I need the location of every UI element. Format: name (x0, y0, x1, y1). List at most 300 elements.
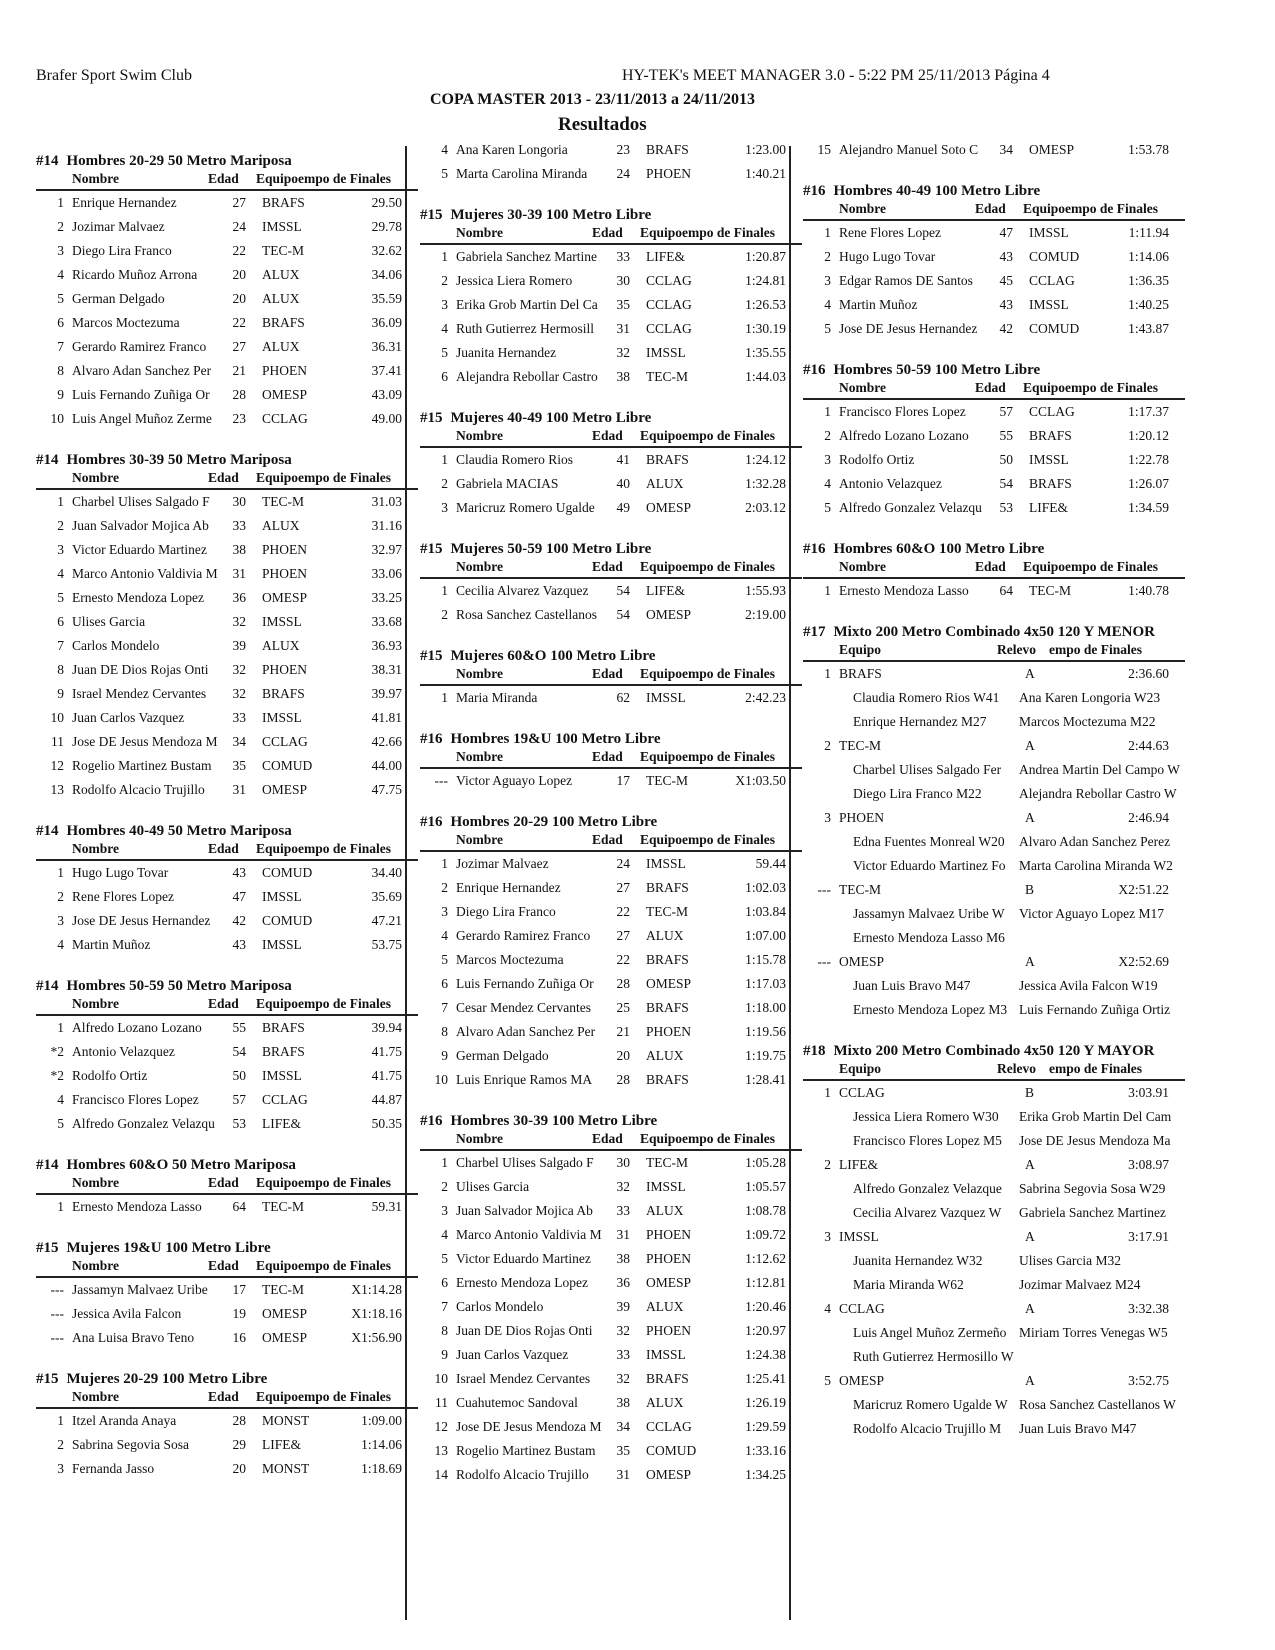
team-code: TEC-M (839, 738, 881, 753)
event-title (803, 619, 1185, 641)
swimmer-name: Victor Aguayo Lopez (456, 773, 573, 788)
place: 9 (441, 1048, 448, 1063)
event-number: #18 (803, 1043, 826, 1059)
result-row (36, 933, 418, 957)
result-row (420, 162, 802, 186)
swimmer-name: Francisco Flores Lopez (839, 404, 966, 419)
relay-swimmers-row (803, 1273, 1185, 1297)
club-name: Brafer Sport Swim Club (36, 67, 192, 84)
relay-swimmers-row (803, 1105, 1185, 1129)
place: 7 (441, 1000, 448, 1015)
age: 49 (616, 500, 630, 515)
team-code: OMESP (262, 782, 308, 797)
relay-swimmer: Jose DE Jesus Mendoza Ma (1019, 1133, 1171, 1148)
team-code: PHOEN (839, 810, 885, 825)
swimmer-name: Charbel Ulises Salgado F (456, 1155, 594, 1170)
team-code: CCLAG (262, 734, 308, 749)
relay-swimmer: Alfredo Gonzalez Velazque (853, 1181, 1002, 1196)
result-row (420, 245, 802, 269)
result-row (420, 924, 802, 948)
event-number: #15 (36, 1371, 59, 1387)
team-header: Equipo (839, 642, 882, 657)
place: 4 (824, 297, 831, 312)
relay-letter: B (1025, 1085, 1035, 1100)
final-time: 1:26.53 (745, 297, 786, 312)
age: 28 (616, 1072, 630, 1087)
event-number: #14 (36, 978, 59, 994)
relay-letter: A (1025, 1373, 1035, 1388)
event-number: #16 (803, 362, 826, 378)
event-title (803, 1038, 1185, 1060)
result-row (36, 682, 418, 706)
team-code: BRAFS (646, 142, 689, 157)
age: 29 (232, 1437, 246, 1452)
final-time: 1:40.25 (1128, 297, 1169, 312)
age: 50 (232, 1068, 246, 1083)
place: 3 (441, 500, 448, 515)
spacer (803, 341, 1185, 357)
event-name: Mujeres 40-49 100 Metro Libre (450, 410, 652, 426)
team-code: PHOEN (262, 363, 308, 378)
event-title (36, 1366, 418, 1388)
relay-swimmer: Luis Fernando Zuñiga Ortiz (1019, 1002, 1171, 1017)
result-row (803, 221, 1185, 245)
age: 21 (616, 1024, 630, 1039)
team-code: PHOEN (646, 166, 692, 181)
swimmer-name: Victor Eduardo Martinez (72, 542, 207, 557)
team-code: IMSSL (839, 1229, 879, 1244)
team-time-header: Equipoempo de Finales (640, 666, 776, 681)
event-title (420, 1108, 802, 1130)
name-header: Nombre (72, 171, 119, 186)
team-code: OMESP (646, 500, 692, 515)
swimmer-name: Marcos Moctezuma (456, 952, 564, 967)
place: *2 (50, 1068, 64, 1083)
relay-swimmer: Cecilia Alvarez Vazquez W (853, 1205, 1002, 1220)
relay-swimmer: Gabriela Sanchez Martinez (1019, 1205, 1166, 1220)
relay-letter: B (1025, 882, 1035, 897)
spacer (36, 957, 418, 973)
age: 53 (999, 500, 1013, 515)
relay-swimmers-row (803, 1129, 1185, 1153)
team-code: PHOEN (646, 1227, 692, 1242)
team-code: OMESP (646, 607, 692, 622)
relay-swimmer: Juanita Hernandez W32 (853, 1253, 983, 1268)
age-header: Edad (975, 559, 1006, 574)
team-code: OMESP (839, 1373, 885, 1388)
place: 14 (434, 1467, 448, 1482)
team-time-header: Equipoempo de Finales (256, 996, 392, 1011)
result-row (803, 293, 1185, 317)
relay-swimmer: Victor Aguayo Lopez M17 (1019, 906, 1165, 921)
age: 22 (232, 243, 246, 258)
result-row (420, 900, 802, 924)
relay-swimmers-row (803, 710, 1185, 734)
relay-letter: A (1025, 810, 1035, 825)
final-time: 1:24.81 (745, 273, 786, 288)
place: 7 (57, 638, 64, 653)
team-code: ALUX (646, 1203, 684, 1218)
column-header (803, 558, 1185, 579)
column-header (420, 748, 802, 769)
team-code: COMUD (262, 758, 313, 773)
swimmer-name: Jose DE Jesus Mendoza M (456, 1419, 602, 1434)
place: 4 (57, 566, 64, 581)
team-code: ALUX (262, 339, 300, 354)
relay-header: Relevo (997, 1061, 1036, 1076)
spacer (36, 1481, 418, 1497)
team-time-header: Equipoempo de Finales (1023, 380, 1159, 395)
place: 3 (441, 904, 448, 919)
final-time: 36.93 (371, 638, 402, 653)
team-code: BRAFS (839, 666, 882, 681)
team-code: IMSSL (262, 1068, 302, 1083)
place: 4 (57, 267, 64, 282)
age: 24 (616, 166, 630, 181)
age: 33 (232, 710, 246, 725)
team-code: LIFE& (839, 1157, 878, 1172)
team-code: TEC-M (839, 882, 881, 897)
place: 2 (441, 273, 448, 288)
place: 3 (824, 1229, 831, 1244)
place: 12 (50, 758, 64, 773)
final-time: 1:23.00 (745, 142, 786, 157)
relay-swimmer: Ana Karen Longoria W23 (1019, 690, 1161, 705)
relay-swimmer: Alvaro Adan Sanchez Perez (1019, 834, 1171, 849)
final-time: 2:46.94 (1128, 810, 1169, 825)
team-code: OMESP (1029, 142, 1075, 157)
final-time: X1:18.16 (351, 1306, 402, 1321)
swimmer-name: Maricruz Romero Ugalde (456, 500, 595, 515)
result-row (420, 448, 802, 472)
name-header: Nombre (456, 1131, 503, 1146)
event-name: Hombres 40-49 100 Metro Libre (833, 183, 1041, 199)
team-time-header: Equipoempo de Finales (1023, 201, 1159, 216)
event-block (420, 202, 802, 405)
relay-column-header (803, 1060, 1185, 1081)
relay-swimmers-row (803, 854, 1185, 878)
age: 36 (616, 1275, 630, 1290)
relay-header: Relevo (997, 642, 1036, 657)
final-time: 34.06 (371, 267, 402, 282)
age: 55 (999, 428, 1013, 443)
age: 53 (232, 1116, 246, 1131)
final-time: 1:40.21 (745, 166, 786, 181)
name-header: Nombre (72, 1175, 119, 1190)
name-header: Nombre (839, 559, 886, 574)
name-header: Nombre (839, 380, 886, 395)
final-time: 1:12.62 (745, 1251, 786, 1266)
name-header: Nombre (456, 666, 503, 681)
result-row (36, 407, 418, 431)
swimmer-name: Jose DE Jesus Mendoza M (72, 734, 218, 749)
swimmer-name: Ruth Gutierrez Hermosill (456, 321, 594, 336)
team-code: LIFE& (262, 1437, 301, 1452)
age: 22 (616, 952, 630, 967)
age-header: Edad (592, 428, 623, 443)
team-time-header: Equipoempo de Finales (256, 841, 392, 856)
team-code: PHOEN (646, 1251, 692, 1266)
place: 1 (441, 583, 448, 598)
event-title (36, 148, 418, 170)
event-block (803, 536, 1185, 619)
age: 28 (616, 976, 630, 991)
result-row (36, 1016, 418, 1040)
team-code: BRAFS (646, 1000, 689, 1015)
team-time-header: Equipoempo de Finales (1023, 559, 1159, 574)
result-row (420, 269, 802, 293)
results-column-1 (36, 148, 418, 1497)
swimmer-name: Ulises Garcia (456, 1179, 530, 1194)
place: 10 (50, 411, 64, 426)
swimmer-name: Juan Carlos Vazquez (456, 1347, 569, 1362)
event-name: Hombres 20-29 50 Metro Mariposa (66, 153, 292, 169)
place: 1 (441, 690, 448, 705)
swimmer-name: Charbel Ulises Salgado F (72, 494, 210, 509)
age: 20 (232, 291, 246, 306)
result-row (420, 1415, 802, 1439)
result-row (36, 610, 418, 634)
event-title (420, 405, 802, 427)
final-time: 1:33.16 (745, 1443, 786, 1458)
result-row (420, 365, 802, 389)
place: 2 (441, 880, 448, 895)
final-time: 31.16 (371, 518, 402, 533)
swimmer-name: Gerardo Ramirez Franco (72, 339, 207, 354)
relay-swimmer: Victor Eduardo Martinez Fo (853, 858, 1006, 873)
place: 2 (441, 1179, 448, 1194)
age: 27 (232, 339, 246, 354)
spacer (420, 710, 802, 726)
final-time: 1:24.12 (745, 452, 786, 467)
relay-team-row (803, 1297, 1185, 1321)
age: 55 (232, 1020, 246, 1035)
place: 1 (824, 583, 831, 598)
place: 5 (441, 952, 448, 967)
age: 22 (232, 315, 246, 330)
result-row (420, 1367, 802, 1391)
result-row (803, 424, 1185, 448)
spacer (803, 603, 1185, 619)
age: 35 (616, 1443, 630, 1458)
age: 31 (616, 321, 630, 336)
result-row (36, 1112, 418, 1136)
final-time: 3:17.91 (1128, 1229, 1169, 1244)
final-time: 33.25 (371, 590, 402, 605)
relay-letter: A (1025, 1301, 1035, 1316)
event-name: Hombres 20-29 100 Metro Libre (450, 814, 658, 830)
swimmer-name: Alvaro Adan Sanchez Per (72, 363, 212, 378)
column-header (803, 200, 1185, 221)
age: 28 (232, 387, 246, 402)
place: 2 (824, 249, 831, 264)
team-time-header: Equipoempo de Finales (256, 1258, 392, 1273)
age: 17 (616, 773, 630, 788)
final-time: 29.78 (371, 219, 402, 234)
relay-swimmers-row (803, 974, 1185, 998)
event-number: #14 (36, 1157, 59, 1173)
result-row (420, 341, 802, 365)
place: 2 (824, 1157, 831, 1172)
relay-swimmer: Rodolfo Alcacio Trujillo M (853, 1421, 1002, 1436)
age: 17 (232, 1282, 246, 1297)
place: 5 (824, 1373, 831, 1388)
place: 2 (57, 219, 64, 234)
relay-team-row (803, 1225, 1185, 1249)
event-block (36, 973, 418, 1152)
team-time-header: Equipoempo de Finales (640, 832, 776, 847)
swimmer-name: Hugo Lugo Tovar (72, 865, 169, 880)
place: 1 (57, 1199, 64, 1214)
swimmer-name: Rogelio Martinez Bustam (456, 1443, 596, 1458)
final-time: 35.69 (371, 889, 402, 904)
age: 38 (616, 1395, 630, 1410)
final-time: 39.97 (371, 686, 402, 701)
swimmer-name: Martin Muñoz (72, 937, 151, 952)
age: 34 (232, 734, 246, 749)
result-row (420, 1044, 802, 1068)
event-name: Hombres 30-39 100 Metro Libre (450, 1113, 658, 1129)
result-row (420, 1439, 802, 1463)
swimmer-name: Martin Muñoz (839, 297, 918, 312)
relay-swimmer: Erika Grob Martin Del Cam (1019, 1109, 1172, 1124)
event-title (420, 726, 802, 748)
result-row (36, 1326, 418, 1350)
place: 6 (441, 369, 448, 384)
age-header: Edad (592, 749, 623, 764)
age: 31 (232, 782, 246, 797)
result-row (420, 1020, 802, 1044)
age-header: Edad (592, 225, 623, 240)
swimmer-name: Gabriela Sanchez Martine (456, 249, 597, 264)
team-code: BRAFS (646, 880, 689, 895)
relay-letter: A (1025, 738, 1035, 753)
team-code: ALUX (646, 476, 684, 491)
age: 35 (232, 758, 246, 773)
column-header (420, 665, 802, 686)
result-row (36, 263, 418, 287)
final-time: 1:05.28 (745, 1155, 786, 1170)
team-code: TEC-M (646, 369, 688, 384)
team-code: OMESP (262, 590, 308, 605)
result-row (36, 861, 418, 885)
age: 32 (616, 345, 630, 360)
swimmer-name: Claudia Romero Rios (456, 452, 573, 467)
team-code: LIFE& (1029, 500, 1068, 515)
team-code: CCLAG (839, 1085, 885, 1100)
place: 1 (441, 856, 448, 871)
final-time: 1:55.93 (745, 583, 786, 598)
name-header: Nombre (72, 470, 119, 485)
team-time-header: Equipoempo de Finales (256, 171, 392, 186)
age: 34 (616, 1419, 630, 1434)
result-row (36, 239, 418, 263)
age: 32 (232, 614, 246, 629)
relay-swimmer: Alejandra Rebollar Castro W (1019, 786, 1177, 801)
result-row (36, 1457, 418, 1481)
result-row (36, 1195, 418, 1219)
result-row (420, 293, 802, 317)
result-row (36, 706, 418, 730)
team-code: MONST (262, 1461, 310, 1476)
age: 32 (232, 662, 246, 677)
result-row (36, 335, 418, 359)
result-row (420, 1151, 802, 1175)
result-row (36, 287, 418, 311)
place: 1 (441, 249, 448, 264)
swimmer-name: Jozimar Malvaez (72, 219, 165, 234)
team-code: IMSSL (1029, 297, 1069, 312)
place: --- (817, 954, 831, 969)
team-code: IMSSL (646, 856, 686, 871)
result-row (803, 269, 1185, 293)
relay-swimmers-row (803, 1177, 1185, 1201)
result-row (36, 191, 418, 215)
final-time: 2:44.63 (1128, 738, 1169, 753)
event-title (36, 1235, 418, 1257)
relay-swimmer: Claudia Romero Rios W41 (853, 690, 1000, 705)
column-header (36, 1174, 418, 1195)
relay-swimmers-row (803, 926, 1185, 950)
age: 27 (232, 195, 246, 210)
swimmer-name: Rosa Sanchez Castellanos (456, 607, 597, 622)
relay-swimmer: Sabrina Segovia Sosa W29 (1019, 1181, 1166, 1196)
spacer (36, 1219, 418, 1235)
place: 3 (57, 1461, 64, 1476)
swimmer-name: Ernesto Mendoza Lasso (839, 583, 969, 598)
final-time: 1:08.78 (745, 1203, 786, 1218)
team-code: CCLAG (646, 1419, 692, 1434)
team-code: PHOEN (646, 1323, 692, 1338)
place: 8 (441, 1024, 448, 1039)
final-time: 39.94 (371, 1020, 402, 1035)
age: 32 (616, 1371, 630, 1386)
place: 9 (57, 686, 64, 701)
age: 27 (616, 928, 630, 943)
result-row (420, 686, 802, 710)
relay-letter: A (1025, 1157, 1035, 1172)
final-time: 50.35 (371, 1116, 402, 1131)
age-header: Edad (592, 1131, 623, 1146)
swimmer-name: Juan Salvador Mojica Ab (456, 1203, 593, 1218)
final-time: 1:09.00 (361, 1413, 402, 1428)
final-time: 1:05.57 (745, 1179, 786, 1194)
spacer (803, 520, 1185, 536)
event-name: Hombres 60&O 100 Metro Libre (833, 541, 1045, 557)
event-title (36, 973, 418, 995)
swimmer-name: Rene Flores Lopez (839, 225, 941, 240)
place: 1 (824, 404, 831, 419)
team-code: BRAFS (1029, 428, 1072, 443)
team-code: OMESP (646, 1275, 692, 1290)
team-code: IMSSL (262, 889, 302, 904)
event-block (420, 405, 802, 536)
event-number: #16 (420, 814, 443, 830)
relay-team-row (803, 806, 1185, 830)
final-time: 1:29.59 (745, 1419, 786, 1434)
age: 47 (232, 889, 246, 904)
final-time: X1:03.50 (735, 773, 786, 788)
event-title (420, 809, 802, 831)
event-number: #14 (36, 153, 59, 169)
column-header (420, 831, 802, 852)
final-time: 1:35.55 (745, 345, 786, 360)
relay-event-block (803, 619, 1185, 1038)
result-row (420, 1271, 802, 1295)
relay-swimmer: Edna Fuentes Monreal W20 (853, 834, 1005, 849)
final-time: 2:36.60 (1128, 666, 1169, 681)
relay-swimmer: Juan Luis Bravo M47 (853, 978, 971, 993)
